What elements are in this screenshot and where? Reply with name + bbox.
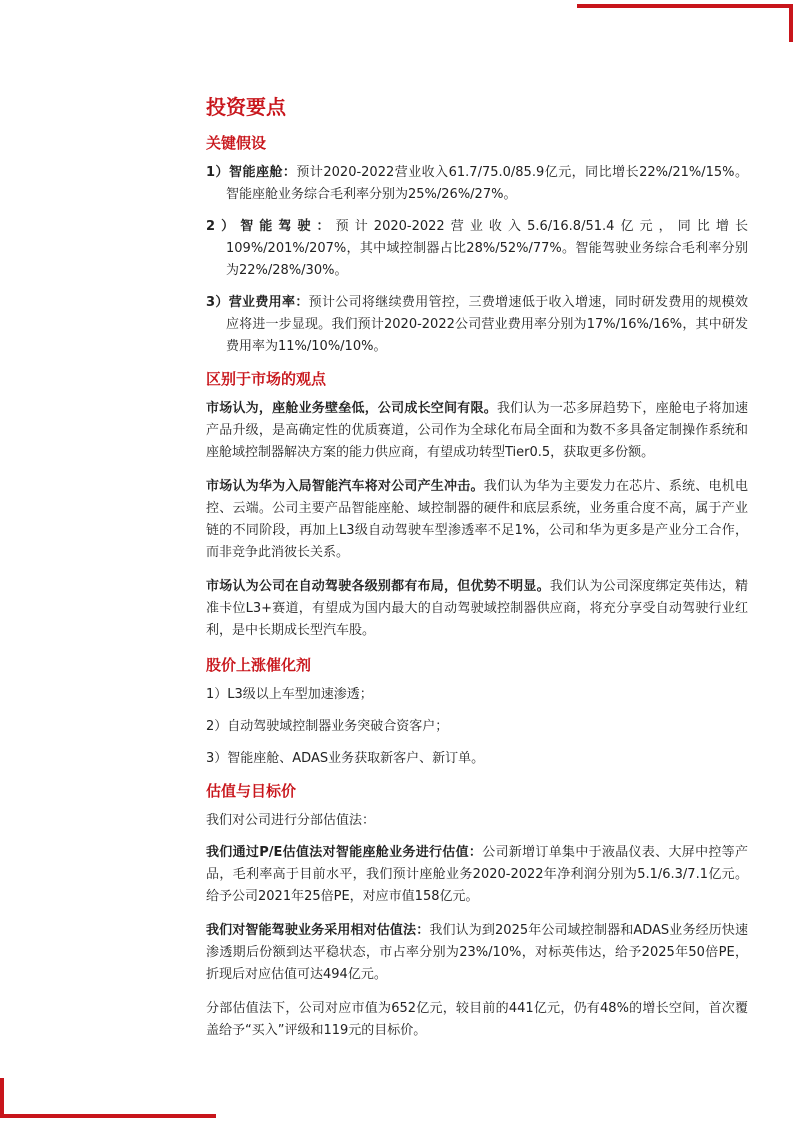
- valuation-paragraph: [206, 920, 748, 986]
- section-title-valuation: 估值与目标价: [206, 782, 297, 800]
- item-number: 2）: [206, 219, 241, 234]
- paragraph-lead: 市场认为，座舱业务壁垒低，公司成长空间有限。: [206, 401, 497, 416]
- item-text: 预计2020-2022营业收入61.7/75.0/85.9亿元，同比增长22%/21%/15%。智能座舱业务综合毛利率分别为25%/26%/27%。: [226, 165, 748, 202]
- section-title-market-view: 区别于市场的观点: [206, 370, 327, 388]
- paragraph-text: 我们认为到2025年公司域控制器和ADAS业务经历快速渗透期后份额到达平稳状态，市占率分别为23%/10%，对标英伟达，给予2025年50倍PE，折现后对应估值可达494亿元。: [206, 923, 748, 982]
- page-title: 投资要点: [206, 95, 286, 119]
- item-label: 智能驾驶：: [240, 219, 336, 234]
- assumption-item: [206, 216, 748, 282]
- document-body: [206, 92, 748, 1054]
- item-label: 智能座舱：: [229, 165, 297, 180]
- market-view-paragraph: [206, 398, 748, 464]
- paragraph-text: 我们认为华为主要发力在芯片、系统、电机电控、云端。公司主要产品智能座舱、域控制器的硬件和底层系统，业务重合度不高，属于产业链的不同阶段，再加上L3级自动驾驶车型渗透率不足1%，公司和华为更多是产业分工合作，而非竞争此消彼长关系。: [206, 479, 748, 560]
- item-text: 预计公司将继续费用管控，三费增速低于收入增速，同时研发费用的规模效应将进一步显现。我们预计2020-2022公司营业费用率分别为17%/16%/16%，其中研发费用率为11%/10%/10%。: [226, 295, 748, 354]
- valuation-conclusion: 分部估值法下，公司对应市值为652亿元，较目前的441亿元，仍有48%的增长空间，首次覆盖给予“买入”评级和119元的目标价。: [206, 1001, 748, 1038]
- catalyst-item: 2）自动驾驶域控制器业务突破合资客户；: [206, 719, 449, 734]
- paragraph-text: 我们认为一芯多屏趋势下，座舱电子将加速产品升级，是高确定性的优质赛道，公司作为全球化布局全面和为数不多具备定制操作系统和座舱域控制器解决方案的能力供应商，有望成功转型Tier0.5，获取更多份额。: [206, 401, 748, 460]
- corner-decoration-top-right: [577, 4, 793, 8]
- item-number: 1）: [206, 165, 230, 180]
- item-number: 3）: [206, 295, 229, 310]
- market-view-paragraph: [206, 576, 748, 642]
- paragraph-text: 公司新增订单集中于液晶仪表、大屏中控等产品，毛利率高于目前水平，我们预计座舱业务2020-2022年净利润分别为5.1/6.3/7.1亿元。给予公司2021年25倍PE，对应市值158亿元。: [206, 845, 748, 904]
- paragraph-lead: 市场认为华为入局智能汽车将对公司产生冲击。: [206, 479, 484, 494]
- corner-decoration-bottom-left-vertical: [0, 1078, 4, 1118]
- corner-decoration-bottom-left: [0, 1114, 216, 1118]
- corner-decoration-top-right-vertical: [789, 4, 793, 42]
- item-label: 营业费用率：: [228, 295, 309, 310]
- paragraph-lead: 我们通过P/E估值法对智能座舱业务进行估值：: [206, 845, 483, 860]
- paragraph-lead: 我们对智能驾驶业务采用相对估值法：: [206, 923, 430, 938]
- item-text: 预计2020-2022营业收入5.6/16.8/51.4亿元，同比增长109%/201%/207%，其中域控制器占比28%/52%/77%。智能驾驶业务综合毛利率分别为22%/28%/30%。: [226, 219, 748, 278]
- paragraph-lead: 市场认为公司在自动驾驶各级别都有布局，但优势不明显。: [206, 579, 550, 594]
- catalyst-item: 1）L3级以上车型加速渗透；: [206, 687, 373, 702]
- valuation-intro: 我们对公司进行分部估值法：: [206, 813, 376, 828]
- market-view-paragraph: [206, 476, 748, 564]
- section-title-catalysts: 股价上涨催化剂: [206, 656, 312, 674]
- assumption-item: [206, 292, 748, 358]
- paragraph-text: 我们认为公司深度绑定英伟达，精准卡位L3+赛道，有望成为国内最大的自动驾驶域控制器供应商，将充分享受自动驾驶行业红利，是中长期成长型汽车股。: [206, 579, 748, 638]
- valuation-paragraph: [206, 842, 748, 908]
- catalyst-item: 3）智能座舱、ADAS业务获取新客户、新订单。: [206, 751, 485, 766]
- section-title-key-assumptions: 关键假设: [206, 134, 267, 152]
- assumption-item: [206, 162, 748, 206]
